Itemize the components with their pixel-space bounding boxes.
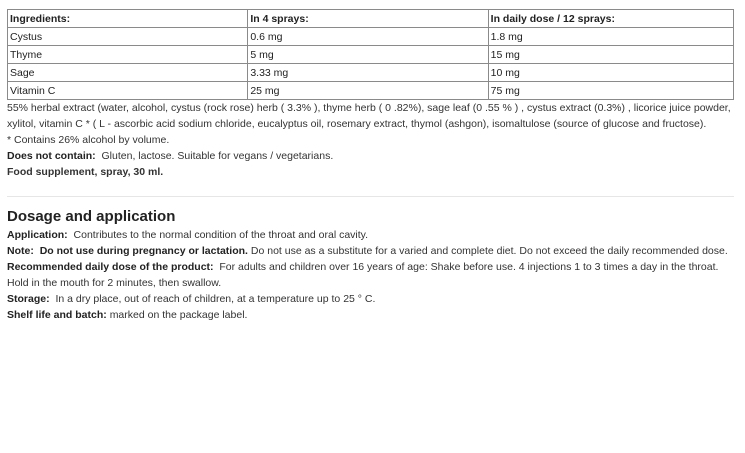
amount-4-sprays: 3.33 mg [248, 64, 488, 82]
amount-4-sprays: 0.6 mg [248, 28, 488, 46]
product-description [7, 9, 734, 323]
column-header-ingredients: Ingredients: [8, 10, 248, 28]
shelf-life-text: marked on the package label. [109, 309, 248, 321]
does-not-contain [7, 148, 734, 164]
amount-4-sprays: 25 mg [248, 82, 488, 100]
dosage-section-title: Dosage and application [7, 208, 176, 225]
note-text: Do not use as a substitute for a varied and complete diet. Do not exceed the daily recommended dose. [250, 245, 728, 257]
table-row [8, 46, 734, 64]
note-label: Note: [7, 245, 34, 257]
ingredient-name: Cystus [8, 28, 248, 46]
does-not-contain-label: Does not contain: [7, 150, 96, 162]
section-divider [7, 196, 734, 197]
column-header-daily-dose: In daily dose / 12 sprays: [488, 10, 733, 28]
ingredient-name: Vitamin C [8, 82, 248, 100]
note-warning: Do not use during pregnancy or lactation. [39, 245, 248, 257]
table-row [8, 64, 734, 82]
ingredient-name: Thyme [8, 46, 248, 64]
shelf-life-info [7, 307, 734, 323]
composition-text: 55% herbal extract (water, alcohol, cystus (rock rose) herb ( 3.3% ), thyme herb ( 0 .82%), sage leaf (0 .55 % ) , cystus extract (0.3%) , licorice juice powder, xylitol, vitamin C * ( L - ascorbic acid sodium chloride, eucalyptus oil, rosemary extract, thymol (ashgon), isomaltulose (source of glucose and fructose). [7, 102, 731, 130]
note-info [7, 243, 734, 259]
supplement-info: Food supplement, spray, 30 ml. [7, 166, 164, 178]
daily-dose-info [7, 259, 734, 291]
amount-daily-dose: 15 mg [488, 46, 733, 64]
application-info [7, 227, 734, 243]
storage-info [7, 291, 734, 307]
daily-dose-text: For adults and children over 16 years of age: Shake before use. 4 injections 1 to 3 times a day in the throat. Hold in the mouth for 2 minutes, then swallow. [7, 261, 719, 289]
does-not-contain-text: Gluten, lactose. Suitable for vegans / vegetarians. [101, 150, 334, 162]
storage-label: Storage: [7, 293, 50, 305]
amount-daily-dose: 1.8 mg [488, 28, 733, 46]
amount-daily-dose: 75 mg [488, 82, 733, 100]
table-header-row [8, 10, 734, 28]
shelf-life-label: Shelf life and batch: [7, 309, 107, 321]
table-row [8, 82, 734, 100]
column-header-4-sprays: In 4 sprays: [248, 10, 488, 28]
ingredient-name: Sage [8, 64, 248, 82]
amount-daily-dose: 10 mg [488, 64, 733, 82]
storage-text: In a dry place, out of reach of children, at a temperature up to 25 ° C. [55, 293, 376, 305]
application-text: Contributes to the normal condition of the throat and oral cavity. [73, 229, 369, 241]
ingredients-table [7, 9, 734, 100]
daily-dose-label: Recommended daily dose of the product: [7, 261, 214, 273]
alcohol-note: * Contains 26% alcohol by volume. [7, 134, 170, 146]
table-row [8, 28, 734, 46]
application-label: Application: [7, 229, 68, 241]
amount-4-sprays: 5 mg [248, 46, 488, 64]
